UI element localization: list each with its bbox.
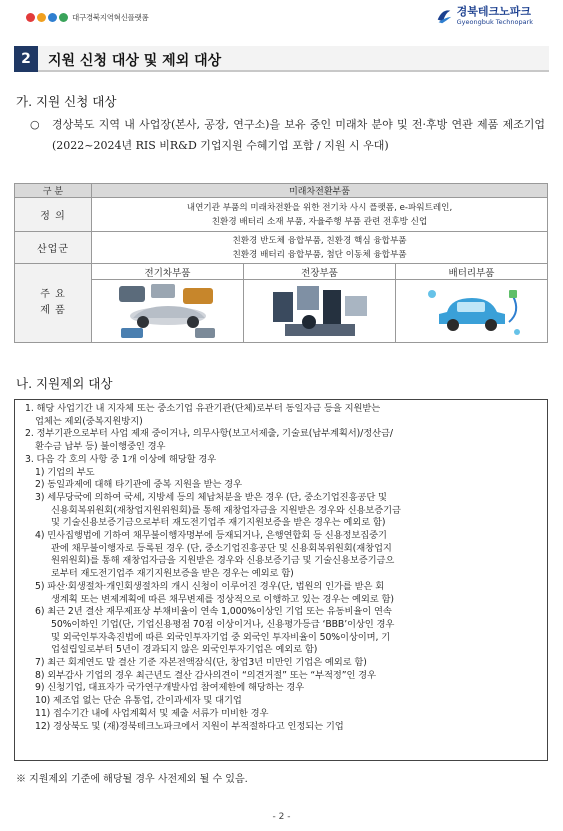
section-header	[14, 46, 549, 72]
exclude-list-item: 원위원회)를 통해 재창업자금을 지원받은 경우와 신용보증기금 및 기술신용보증기금으	[51, 555, 395, 567]
exclude-list-item: 8) 외부감사 기업의 경우 최근년도 결산 감사의견이 “의견거절” 또는 “부적정”인 경우	[35, 669, 376, 681]
org-name-right-en: Gyeongbuk Technopark	[456, 18, 533, 26]
product-name-battery: 배터리부품	[396, 264, 548, 280]
battery-parts-image	[396, 280, 548, 343]
apply-paragraph	[30, 114, 545, 156]
exclude-list-box	[14, 399, 548, 761]
exclude-list-item: 및 외국인투자촉진법에 따른 외국인투자기업 중 외국인 투자비율이 50%이상이며, 기	[51, 631, 391, 643]
page-number: - 2 -	[272, 812, 291, 822]
electronics-parts-illustration-icon	[265, 282, 375, 340]
definition-cell	[92, 198, 548, 232]
exclude-list-item: 2. 정부기관으로부터 사업 제재 중이거나, 의무사항(보고서제출, 기술료(납부계획서)/정산금/	[25, 428, 393, 440]
table-header-category: 구 분	[15, 184, 92, 198]
apply-text: 경상북도 지역 내 사업장(본사, 공장, 연구소)을 보유 중인 미래차 분야 및 전·후방 연관 제품 제조기업 (2022~2024년 RIS 비R&D 기업지원 수혜기업 포함 / 지원 시 우대)	[52, 118, 545, 152]
exclude-list-item: 3. 다음 각 호의 사항 중 1개 이상에 해당할 경우	[25, 453, 217, 465]
section-number: 2	[14, 46, 38, 72]
product-name-ev: 전기차부품	[92, 264, 244, 280]
org-logo-right	[435, 6, 533, 26]
org-name-left: 대구경북지역혁신플랫폼	[72, 13, 149, 22]
exclude-list-item: 9) 신청기업, 대표자가 국가연구개발사업 참여제한에 해당하는 경우	[35, 682, 305, 694]
industry-line: 친환경 반도체 융합부품, 친환경 핵심 융합부품	[232, 235, 407, 246]
bullet-circle-icon: ○	[30, 118, 40, 131]
exclude-list-item: 3) 세무당국에 의하여 국세, 지방세 등의 체납처분을 받은 경우 (단, 중소기업진흥공단 및	[35, 491, 387, 503]
exclude-list-item: 2) 동일과제에 대해 타기관에 중복 지원을 받는 경우	[35, 479, 242, 491]
section-title: 지원 신청 대상 및 제외 대상	[48, 53, 222, 69]
exclude-list-item: 업설립일로부터 5년이 경과되지 않은 외국인투자기업은 예외로 함)	[51, 644, 318, 656]
battery-car-illustration-icon	[417, 282, 527, 340]
exclude-list-item: 10) 제조업 없는 단순 유통업, 간이과세자 및 대기업	[35, 695, 242, 707]
exclude-list-item: 1. 해당 사업기간 내 지자체 또는 중소기업 유관기관(단체)로부터 동일자금 등을 지원받는	[25, 403, 381, 414]
exclude-note: ※ 지원제외 기준에 해당될 경우 사전제외 될 수 있음.	[16, 774, 248, 785]
org-name-right: 경북테크노파크	[456, 5, 531, 18]
ev-parts-image	[92, 280, 244, 343]
products-label: 주 요 제 품	[15, 264, 92, 343]
ev-parts-illustration-icon	[113, 282, 223, 340]
exclude-list-item: 6) 최근 2년 결산 재무제표상 부채비율이 연속 1,000%이상인 기업 또는 유동비율이 연속	[35, 606, 392, 618]
industry-cell	[92, 232, 548, 264]
exclude-list-item: 생계획 또는 변제계획에 따른 채무변제를 정상적으로 이행하고 있는 경우는 예외로 함)	[51, 593, 394, 605]
definition-line: 친환경 배터리 소재 부품, 자율주행 부품 관련 전후방 신업	[211, 216, 428, 227]
exclude-list-item: 1) 기업의 부도	[35, 466, 95, 478]
exclude-list-item: 업체는 제외(중복지원방지)	[35, 415, 143, 427]
exclude-list-item: 및 기술신용보증기금으로부터 재도전기업주 재기지원보증을 받은 경우는 예외로 함)	[51, 517, 386, 529]
exclude-list-item: 7) 최근 회계연도 말 결산 기준 자본전액잠식(단, 창업3년 미만인 기업은 예외로 함)	[35, 657, 367, 669]
electronics-parts-image	[244, 280, 396, 343]
exclude-list-item: 50%이하인 기업(단, 기업신용평점 70점 이상이거나, 신용평가등급 ‘BBB’이상인 경우	[51, 618, 395, 630]
exclude-list-item: 12) 경상북도 및 (재)경북테크노파크에서 지원이 부적절하다고 인정되는 기업	[35, 720, 344, 732]
exclude-list-item: 관에 채무불이행자로 등록된 경우 (단, 중소기업진흥공단 및 신용회복위원회(재창업지	[51, 542, 392, 554]
technopark-logo-icon	[435, 7, 453, 25]
target-spec-table	[14, 183, 548, 343]
industry-line: 친환경 배터리 융합부품, 첨단 이동체 융합부품	[232, 249, 407, 260]
product-name-electronics: 전장부품	[244, 264, 396, 280]
definition-label: 정 의	[15, 198, 92, 232]
exclude-heading: 나. 지원제외 대상	[16, 376, 113, 391]
exclude-list-item: 환수금 납부 등) 불이행중인 경우	[35, 441, 166, 453]
exclude-list-item: 로부터 재도전기업주 재기지원보증을 받은 경우는 예외로 함)	[51, 568, 294, 580]
org-logo-left	[26, 12, 148, 23]
exclude-list-item: 5) 파산·회생절차·개인회생절차의 개시 신청이 이루어진 경우(단, 법원의 인가를 받은 회	[35, 580, 385, 592]
exclude-list-item: 11) 접수기간 내에 사업계획서 및 제출 서류가 미비한 경우	[35, 707, 269, 719]
definition-line: 내연기관 부품의 미래차전환을 위한 전기차 사시 플랫폼, e-파워트레인,	[186, 202, 453, 213]
table-header-value: 미래차전환부품	[92, 184, 548, 198]
apply-heading: 가. 지원 신청 대상	[16, 94, 117, 109]
logo-dots-icon	[26, 13, 68, 22]
page-header	[0, 0, 563, 40]
exclude-list-item: 신용회복위원회(재창업지원위원회)를 통해 재창업자금을 지원받은 경우와 신용보증기금	[51, 504, 401, 516]
exclude-list-item: 4) 민사집행법에 기하여 채무불이행자명부에 등재되거나, 은행연합회 등 신용정보집중기	[35, 530, 387, 542]
industry-label: 산업군	[15, 232, 92, 264]
